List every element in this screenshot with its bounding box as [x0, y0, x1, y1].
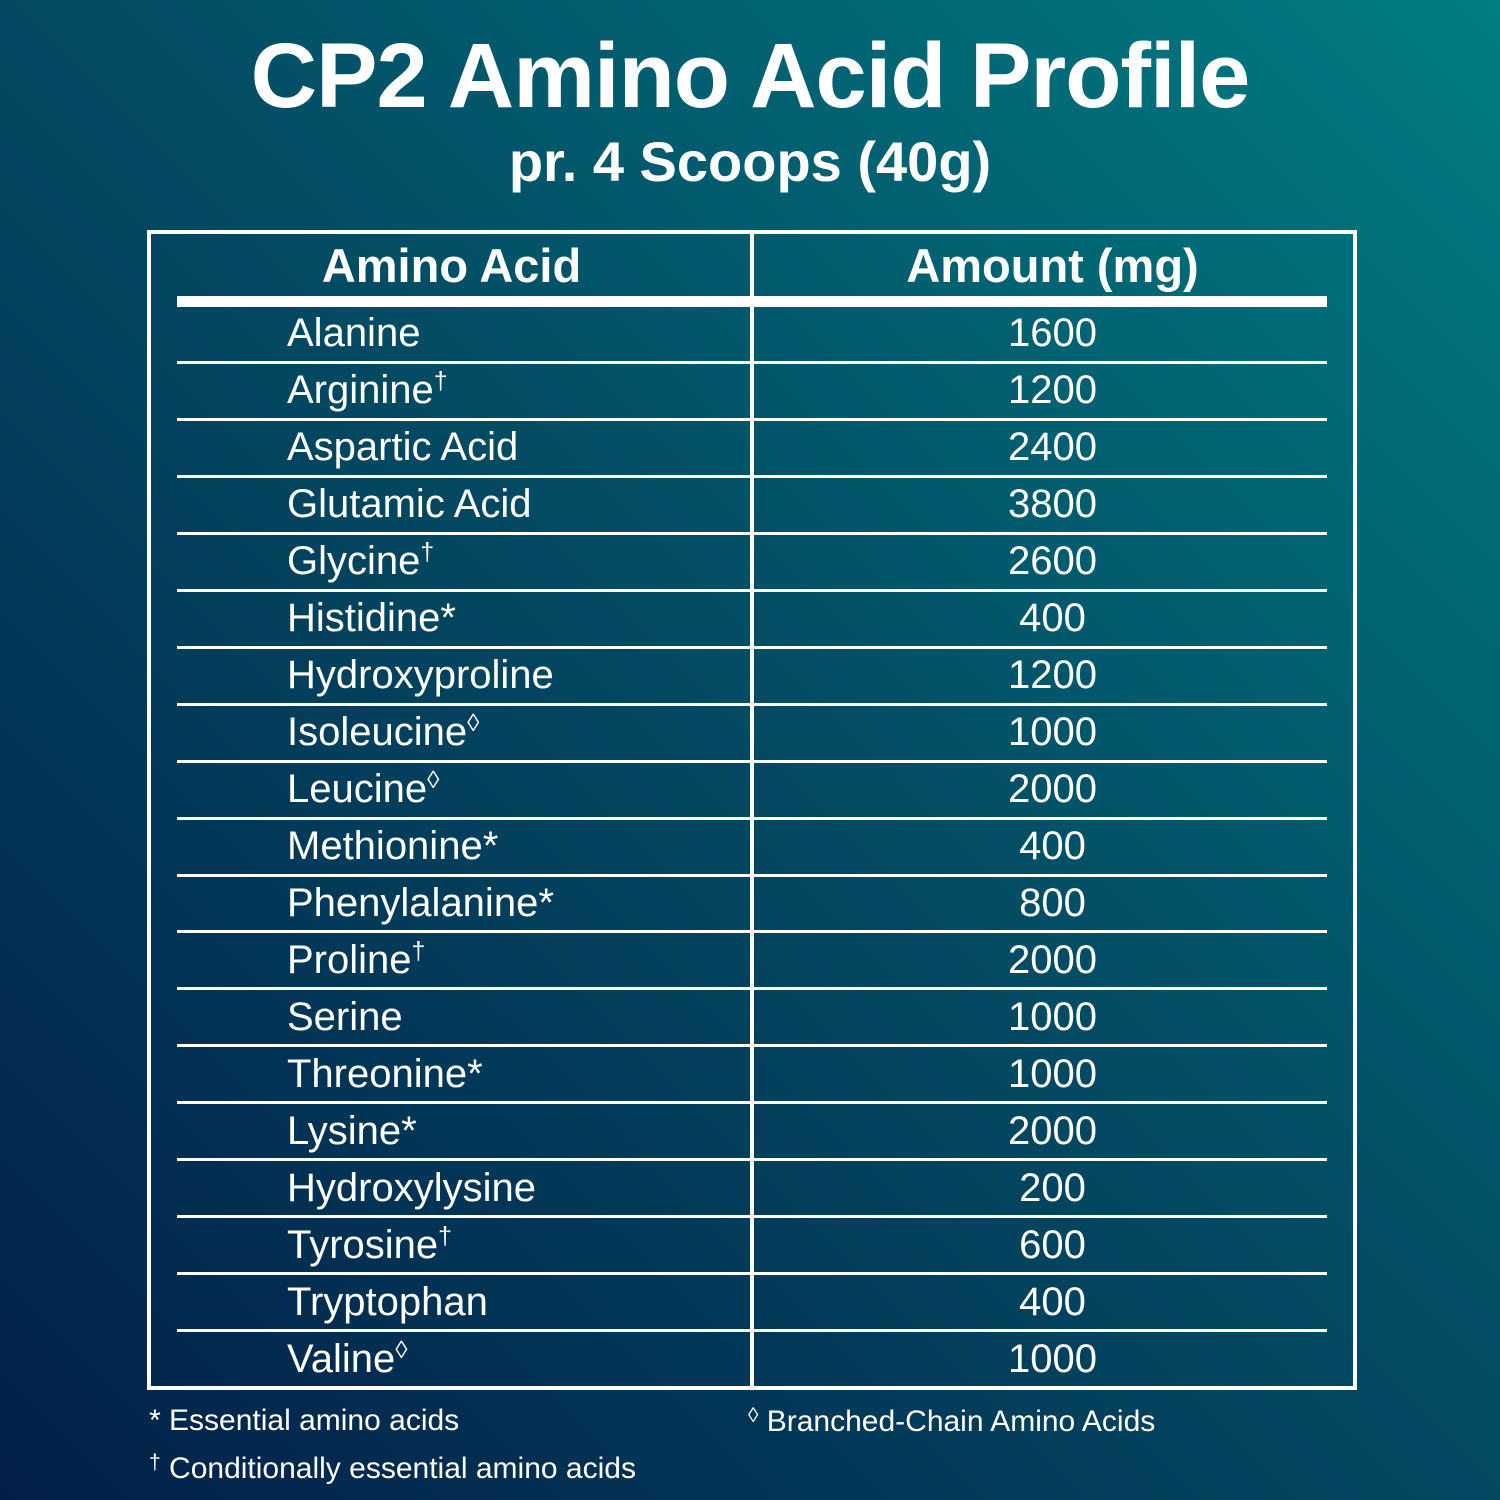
asterisk-marker: *: [482, 824, 499, 869]
dagger-marker: †: [438, 1222, 452, 1250]
amino-amount: 1600: [1008, 311, 1097, 356]
amino-name: Proline†: [287, 937, 426, 982]
asterisk-marker: *: [467, 1051, 483, 1096]
amino-name: Leucine◊: [287, 767, 440, 812]
amino-amount: 1000: [1008, 1051, 1097, 1096]
amino-name: Alanine: [287, 311, 421, 356]
column-header-amount: Amount (mg): [906, 238, 1199, 292]
amino-name: Glycine†: [287, 539, 435, 584]
amino-amount: 2000: [1008, 937, 1097, 982]
amino-amount: 400: [1019, 1279, 1086, 1324]
amino-name: Hydroxyproline: [287, 653, 554, 698]
amino-amount: 2400: [1008, 425, 1097, 470]
footnotes: [149, 1404, 1359, 1499]
footnote-essential-text: Essential amino acids: [169, 1404, 460, 1437]
amino-amount: 400: [1019, 824, 1086, 869]
amino-name: Phenylalanine*: [287, 881, 554, 925]
amino-name: Threonine*: [287, 1051, 483, 1096]
diamond-marker: ◊: [748, 1404, 759, 1427]
diamond-marker: ◊: [427, 767, 440, 795]
amino-name: Valine◊: [287, 1336, 408, 1381]
diamond-marker: ◊: [467, 710, 480, 738]
amino-name: Lysine*: [287, 1108, 417, 1153]
amino-amount: 1200: [1008, 653, 1097, 698]
asterisk-marker: *: [401, 1108, 417, 1153]
amino-amount: 2000: [1008, 1108, 1097, 1153]
amino-acid-table: [147, 230, 1357, 1390]
footnote-bcaa-text: Branched-Chain Amino Acids: [766, 1405, 1156, 1438]
amino-name: Isoleucine◊: [287, 710, 480, 755]
amino-amount: 1200: [1008, 368, 1097, 413]
footnotes-right-column: [748, 1404, 1155, 1452]
amino-name: Serine: [287, 994, 403, 1039]
amino-amount: 200: [1019, 1165, 1086, 1210]
amino-amount: 3800: [1008, 482, 1097, 527]
amino-name: Hydroxylysine: [287, 1165, 536, 1210]
page-title: CP2 Amino Acid Profile: [250, 25, 1250, 127]
amino-amount: 2000: [1008, 767, 1097, 812]
asterisk-marker: *: [440, 596, 456, 641]
amino-amount: 1000: [1008, 1336, 1097, 1381]
column-divider: [750, 234, 754, 1386]
amino-amount: 2600: [1008, 539, 1097, 584]
footnote-bcaa: [748, 1404, 1155, 1439]
amino-name: Aspartic Acid: [287, 425, 519, 470]
amino-name: Tryptophan: [287, 1279, 488, 1324]
amino-amount: 1000: [1008, 710, 1097, 755]
amino-amount: 800: [1019, 881, 1086, 925]
amino-name: Tyrosine†: [287, 1222, 452, 1267]
amino-amount: 600: [1019, 1222, 1086, 1267]
page-subtitle: pr. 4 Scoops (40g): [508, 130, 992, 193]
amino-name: Methionine*: [287, 824, 499, 869]
footnote-conditionally-essential-text: Conditionally essential amino acids: [169, 1452, 636, 1485]
asterisk-marker: *: [538, 881, 554, 925]
dagger-marker: †: [149, 1451, 161, 1474]
amino-amount: 1000: [1008, 994, 1097, 1039]
amino-name: Histidine*: [287, 596, 456, 641]
asterisk-marker: *: [149, 1404, 161, 1437]
dagger-marker: †: [433, 368, 448, 396]
diamond-marker: ◊: [395, 1336, 408, 1364]
amino-amount: 400: [1019, 596, 1086, 641]
dagger-marker: †: [420, 539, 435, 567]
column-header-amino-acid: Amino Acid: [321, 238, 582, 292]
dagger-marker: †: [411, 937, 426, 965]
title-block: [0, 25, 1500, 193]
footnote-conditionally-essential: [149, 1451, 1359, 1486]
amino-name: Glutamic Acid: [287, 482, 532, 527]
amino-name: Arginine†: [287, 368, 448, 413]
